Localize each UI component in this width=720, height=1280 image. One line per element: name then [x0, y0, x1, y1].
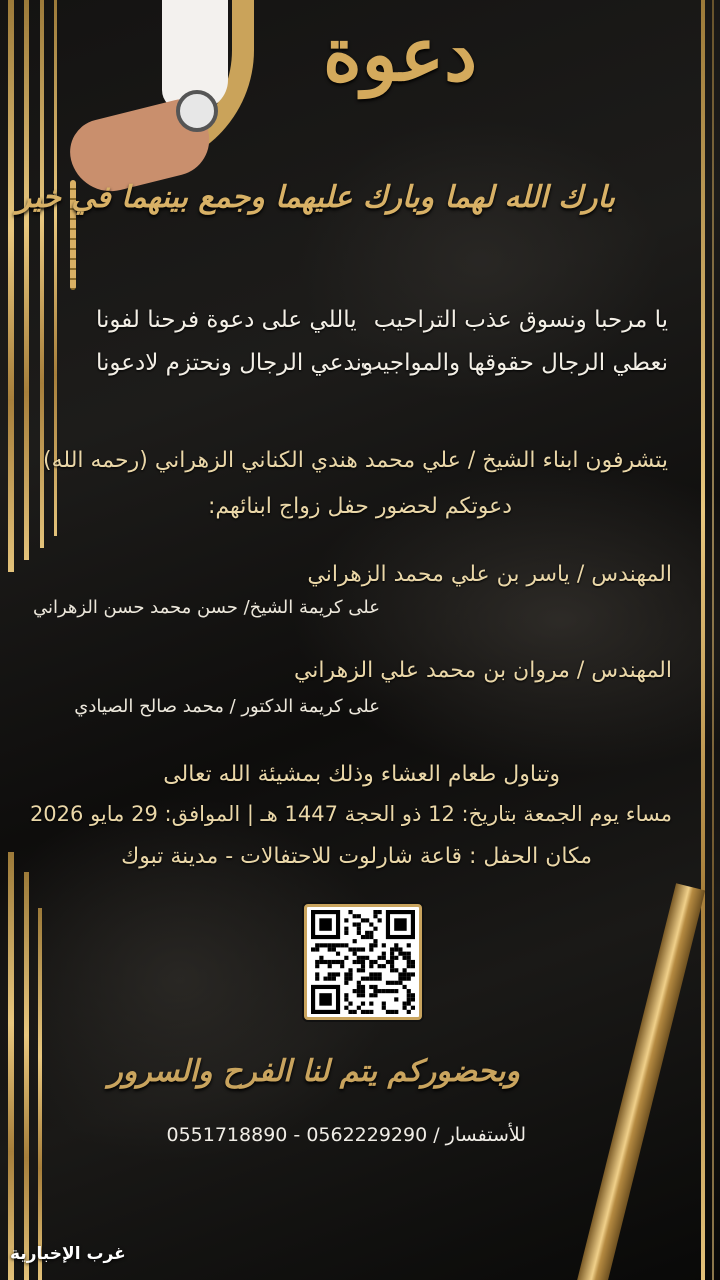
qr-module [344, 972, 348, 976]
qr-module [353, 1010, 357, 1014]
groom-1-name: المهندس / ياسر بن علي محمد الزهراني [307, 562, 672, 587]
qr-module [378, 918, 382, 922]
groom-2-bride: على كريمة الدكتور / محمد صالح الصيادي [74, 696, 380, 717]
gold-bar-left-2 [24, 0, 29, 560]
qr-module [407, 972, 411, 976]
qr-module [361, 989, 365, 993]
qr-module [348, 972, 352, 976]
qr-module [315, 977, 319, 981]
qr-module [407, 943, 411, 947]
venue-line: مكان الحفل : قاعة شارلوت للاحتفالات - مدينة تبوك [121, 844, 592, 869]
qr-module [369, 972, 373, 976]
qr-module [378, 910, 382, 914]
qr-module [361, 985, 365, 989]
contact-line: للأستفسار / 0562229290 - 0551718890 [166, 1124, 526, 1146]
qr-module [403, 968, 407, 972]
qr-module [340, 964, 344, 968]
qr-module [378, 964, 382, 968]
groom-photo-icon [62, 0, 262, 300]
watermark-logo: غرب الإخبارية [10, 1244, 126, 1264]
qr-module [357, 947, 361, 951]
gold-ribbon-decoration [565, 883, 705, 1280]
qr-module [394, 968, 398, 972]
qr-module [394, 918, 406, 930]
qr-module [315, 972, 319, 976]
qr-module [398, 947, 402, 951]
dinner-line: وتناول طعام العشاء وذلك بمشيئة الله تعالى [163, 762, 560, 787]
qr-module [373, 960, 377, 964]
qr-module [403, 985, 407, 989]
qr-module [348, 1010, 352, 1014]
qr-module [373, 989, 377, 993]
qr-module [344, 927, 348, 931]
blessing-calligraphy: بارك الله لهما وبارك عليهما وجمع بينهما في خير [16, 180, 615, 215]
qr-module [407, 1002, 411, 1006]
qr-module [328, 947, 332, 951]
verse-1-left: ياللي على دعوة فرحنا لفونا [96, 307, 357, 333]
qr-module [336, 943, 340, 947]
qr-module [382, 1006, 386, 1010]
qr-module [373, 927, 377, 931]
qr-module [332, 972, 336, 976]
qr-module [315, 943, 319, 947]
qr-module [382, 956, 386, 960]
qr-module [403, 1006, 407, 1010]
qr-module [386, 989, 390, 993]
invitation-title: دعوة [322, 12, 478, 98]
qr-module [382, 989, 386, 993]
qr-module [382, 952, 386, 956]
qr-module [328, 960, 332, 964]
qr-module [353, 922, 357, 926]
qr-module [407, 993, 411, 997]
verse-2-left: وندعي الرجال ونحتزم لادعونا [96, 350, 374, 376]
qr-module [319, 918, 331, 930]
qr-module [340, 943, 344, 947]
qr-module [353, 960, 357, 964]
qr-module [369, 947, 373, 951]
qr-module [361, 968, 365, 972]
qr-module [361, 960, 365, 964]
qr-module [332, 960, 336, 964]
qr-module [336, 972, 340, 976]
qr-module [369, 977, 373, 981]
qr-module [407, 964, 411, 968]
qr-module [407, 989, 411, 993]
qr-module [353, 939, 357, 943]
qr-module [315, 960, 319, 964]
qr-module [353, 952, 357, 956]
qr-module [357, 985, 361, 989]
qr-module [398, 972, 402, 976]
qr-module [407, 1010, 411, 1014]
qr-module [373, 914, 377, 918]
qr-module [361, 993, 365, 997]
qr-module [407, 960, 411, 964]
qr-module [353, 947, 357, 951]
qr-module [386, 960, 390, 964]
qr-module [344, 918, 348, 922]
qr-module [373, 972, 377, 976]
qr-module [336, 952, 340, 956]
qr-module [390, 964, 394, 968]
qr-module [357, 931, 361, 935]
qr-module [369, 922, 373, 926]
qr-module [398, 952, 402, 956]
qr-module [365, 1010, 369, 1014]
qr-module [365, 977, 369, 981]
qr-module [411, 997, 415, 1001]
qr-module [373, 993, 377, 997]
qr-module [361, 1010, 365, 1014]
qr-module [357, 927, 361, 931]
qr-module [398, 981, 402, 985]
qr-module [365, 935, 369, 939]
qr-module [369, 964, 373, 968]
qr-module [369, 985, 373, 989]
qr-module [361, 947, 365, 951]
verse-2-right: نعطي الرجال حقوقها والمواجيب [360, 350, 668, 376]
qr-module [319, 960, 323, 964]
qr-module [348, 910, 352, 914]
qr-module [332, 943, 336, 947]
qr-module [323, 977, 327, 981]
qr-module [357, 960, 361, 964]
qr-module [344, 943, 348, 947]
qr-module [353, 914, 357, 918]
qr-module [328, 977, 332, 981]
qr-module [323, 960, 327, 964]
qr-module [378, 989, 382, 993]
qr-module [378, 956, 382, 960]
qr-module [369, 935, 373, 939]
qr-module [369, 1010, 373, 1014]
qr-module [357, 914, 361, 918]
qr-module [390, 1010, 394, 1014]
gold-bar-bottom-left-2 [24, 872, 29, 1280]
qr-module [311, 947, 315, 951]
watch-icon [176, 90, 218, 132]
qr-module [382, 1002, 386, 1006]
gold-bar-left-1 [8, 0, 14, 572]
qr-module [348, 968, 352, 972]
qr-module [411, 964, 415, 968]
qr-module [378, 972, 382, 976]
qr-module [394, 989, 398, 993]
qr-module [332, 947, 336, 951]
qr-module [407, 997, 411, 1001]
qr-module [382, 943, 386, 947]
qr-module [411, 972, 415, 976]
qr-module [357, 993, 361, 997]
date-line: مساء يوم الجمعة بتاريخ: 12 ذو الحجة 1447 هـ | الموافق: 29 مايو 2026 [29, 802, 672, 826]
gold-bar-bottom-left-1 [8, 852, 14, 1280]
qr-module [357, 922, 361, 926]
qr-module [315, 964, 319, 968]
qr-module [390, 952, 394, 956]
qr-module [328, 964, 332, 968]
qr-module [361, 918, 365, 922]
qr-module [357, 989, 361, 993]
qr-module [348, 1002, 352, 1006]
qr-module [407, 956, 411, 960]
qr-module [344, 977, 348, 981]
qr-module [357, 968, 361, 972]
qr-module [382, 964, 386, 968]
qr-module [344, 1006, 348, 1010]
qr-module [361, 977, 365, 981]
verse-1-right: يا مرحبا ونسوق عذب التراحيب [373, 307, 668, 333]
qr-module [361, 964, 365, 968]
qr-module [357, 1006, 361, 1010]
qr-module [315, 947, 319, 951]
qr-module [373, 977, 377, 981]
qr-module [332, 977, 336, 981]
qr-module [390, 947, 394, 951]
qr-module [357, 981, 361, 985]
qr-module [411, 993, 415, 997]
qr-module [344, 997, 348, 1001]
qr-module [344, 931, 348, 935]
qr-module [369, 1002, 373, 1006]
qr-module [390, 960, 394, 964]
qr-module [365, 931, 369, 935]
qr-module [373, 943, 377, 947]
groom-2-name: المهندس / مروان بن محمد علي الزهراني [293, 658, 672, 683]
hosts-line: يتشرفون ابناء الشيخ / علي محمد هندي الكناني الزهراني (رحمه الله) [43, 448, 668, 473]
qr-module [369, 931, 373, 935]
qr-module [361, 935, 365, 939]
qr-module [378, 977, 382, 981]
qr-module [348, 947, 352, 951]
qr-module [394, 956, 398, 960]
gold-bar-right [701, 0, 705, 1280]
qr-module [386, 981, 390, 985]
qr-module [357, 956, 361, 960]
qr-module [323, 943, 327, 947]
qr-module [394, 981, 398, 985]
qr-module [390, 956, 394, 960]
qr-module [398, 977, 402, 981]
qr-module [328, 943, 332, 947]
qr-module [336, 960, 340, 964]
qr-module [411, 1006, 415, 1010]
qr-module [365, 956, 369, 960]
qr-module [411, 960, 415, 964]
qr-module [353, 989, 357, 993]
qr-module [403, 972, 407, 976]
qr-module [386, 1010, 390, 1014]
qr-module [361, 1002, 365, 1006]
qr-module [373, 985, 377, 989]
qr-module [319, 993, 331, 1005]
qr-code-graphic [310, 910, 416, 1014]
qr-module [369, 960, 373, 964]
qr-module [403, 1002, 407, 1006]
gold-bar-bottom-left-3 [38, 908, 42, 1280]
qr-module [344, 956, 348, 960]
qr-module [394, 947, 398, 951]
qr-module [403, 956, 407, 960]
qr-module [369, 993, 373, 997]
qr-module [348, 977, 352, 981]
qr-module [373, 910, 377, 914]
qr-module [403, 952, 407, 956]
qr-module [407, 952, 411, 956]
groom-1-bride: على كريمة الشيخ/ حسن محمد حسن الزهراني [32, 597, 380, 618]
qr-module [369, 943, 373, 947]
qr-module [394, 943, 398, 947]
qr-module [390, 968, 394, 972]
qr-module [340, 960, 344, 964]
qr-module [319, 956, 323, 960]
qr-module [344, 981, 348, 985]
closing-calligraphy: وبحضوركم يتم لنا الفرح والسرور [108, 1054, 520, 1089]
qr-module [390, 981, 394, 985]
qr-module [373, 939, 377, 943]
qr-code-icon[interactable] [304, 904, 422, 1020]
gold-bar-right-thin [712, 0, 714, 1280]
qr-module [365, 918, 369, 922]
qr-module [403, 977, 407, 981]
invite-line: دعوتكم لحضور حفل زواج ابنائهم: [208, 494, 512, 519]
qr-module [394, 997, 398, 1001]
qr-module [361, 956, 365, 960]
qr-module [390, 989, 394, 993]
qr-module [328, 972, 332, 976]
qr-module [394, 1010, 398, 1014]
qr-module [407, 977, 411, 981]
qr-module [344, 993, 348, 997]
qr-module [319, 943, 323, 947]
